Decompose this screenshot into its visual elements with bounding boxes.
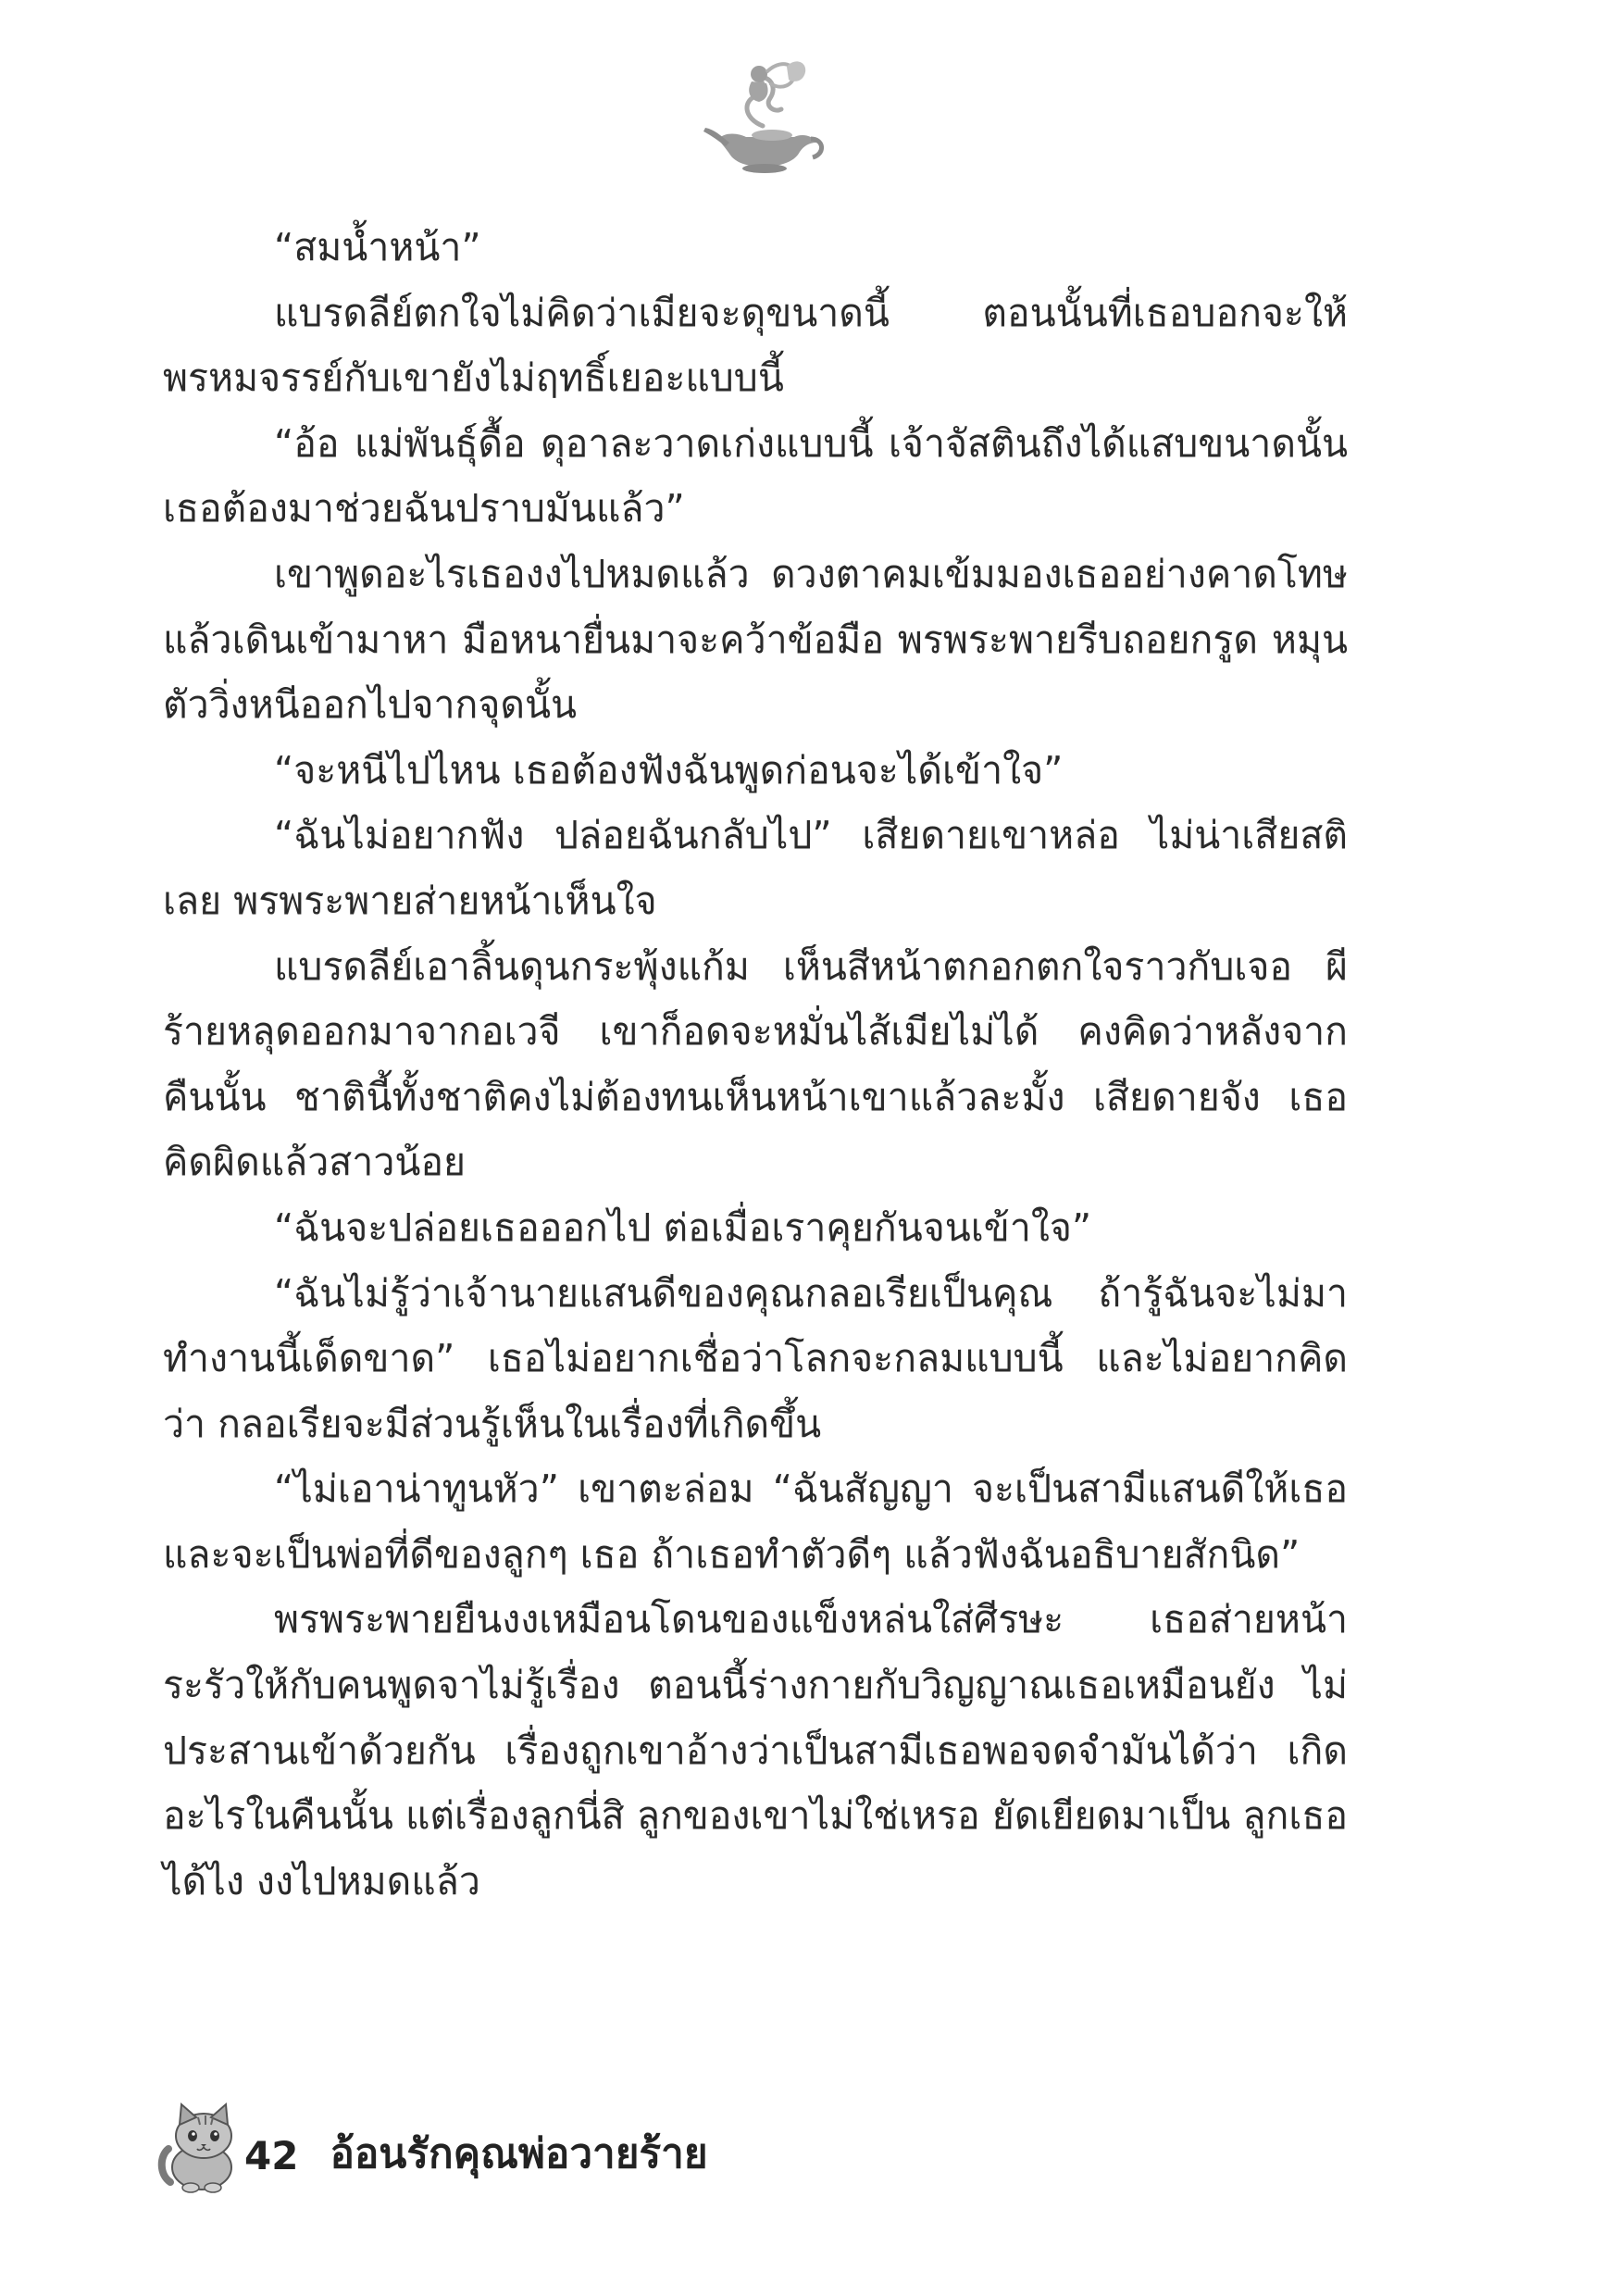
- paragraph: “อ้อ แม่พันธุ์ดื้อ ดุอาละวาดเก่งแบบนี้ เจ้าจัสตินถึงได้แสบขนาดนั้น เธอต้องมาช่วยฉันปราบมันแล้ว”: [163, 420, 1348, 531]
- paragraph: “ฉันจะปล่อยเธอออกไป ต่อเมื่อเราคุยกันจนเข้าใจ”: [274, 1204, 1092, 1250]
- body-text: [163, 215, 1348, 1914]
- page-footer: [157, 2096, 708, 2198]
- paragraph: “จะหนีไปไหน เธอต้องฟังฉันพูดก่อนจะได้เข้าใจ”: [274, 747, 1064, 792]
- paragraph: พรพระพายยืนงงเหมือนโดนของแข็งหล่นใส่ศีรษะ เธอส่ายหน้า ระรัวให้กับคนพูดจาไม่รู้เรื่อง ตอนนี้ร่างกายกับวิญญาณเธอเหมือนยัง ไม่ประสานเข้าด้วยกัน เรื่องถูกเขาอ้างว่าเป็นสามีเธอพอจดจำมันได้ว่า เกิดอะไรในคืนนั้น แต่เรื่องลูกนี่สิ ลูกของเขาไม่ใช่เหรอ ยัดเยียดมาเป็น ลูกเธอได้ไง งงไปหมดแล้ว: [163, 1597, 1348, 1903]
- cat-icon: [157, 2101, 243, 2193]
- genie-lamp-ornament-icon: [698, 54, 828, 174]
- paragraph: แบรดลีย์เอาลิ้นดุนกระพุ้งแก้ม เห็นสีหน้าตกอกตกใจราวกับเจอ ผีร้ายหลุดออกมาจากอเวจี เขาก็อดจะหมั่นไส้เมียไม่ได้ คงคิดว่าหลังจาก คืนนั้น ชาตินี้ทั้งชาติคงไม่ต้องทนเห็นหน้าเขาแล้วละมั้ง เสียดายจัง เธอ คิดผิดแล้วสาวน้อย: [163, 943, 1348, 1185]
- paragraph: “ฉันไม่อยากฟัง ปล่อยฉันกลับไป” เสียดายเขาหล่อ ไม่น่าเสียสติ เลย พรพระพายส่ายหน้าเห็นใจ: [163, 813, 1348, 923]
- book-title: อ้อนรักคุณพ่อวายร้าย: [330, 2130, 708, 2177]
- paragraph: “สมน้ำหน้า”: [274, 225, 481, 269]
- paragraph: แบรดลีย์ตกใจไม่คิดว่าเมียจะดุขนาดนี้ ตอนนั้นที่เธอบอกจะให้พรหมจรรย์กับเขายังไม่ฤทธิ์เยอะแบบนี้: [163, 290, 1348, 401]
- page-number: 42: [244, 2132, 299, 2178]
- paragraph: “ฉันไม่รู้ว่าเจ้านายแสนดีของคุณกลอเรียเป็นคุณ ถ้ารู้ฉันจะไม่มา ทำงานนี้เด็ดขาด” เธอไม่อยากเชื่อว่าโลกจะกลมแบบนี้ และไม่อยากคิดว่า กลอเรียจะมีส่วนรู้เห็นในเรื่องที่เกิดขึ้น: [163, 1270, 1348, 1446]
- paragraph: “ไม่เอาน่าทูนหัว” เขาตะล่อม “ฉันสัญญา จะเป็นสามีแสนดีให้เธอ และจะเป็นพ่อที่ดีของลูกๆ เธอ ถ้าเธอทำตัวดีๆ แล้วฟังฉันอธิบายสักนิด”: [163, 1466, 1348, 1577]
- paragraph: เขาพูดอะไรเธองงไปหมดแล้ว ดวงตาคมเข้มมองเธออย่างคาดโทษ แล้วเดินเข้ามาหา มือหนายื่นมาจะคว้าข้อมือ พรพระพายรีบถอยกรูด หมุนตัววิ่งหนีออกไปจากจุดนั้น: [163, 551, 1348, 728]
